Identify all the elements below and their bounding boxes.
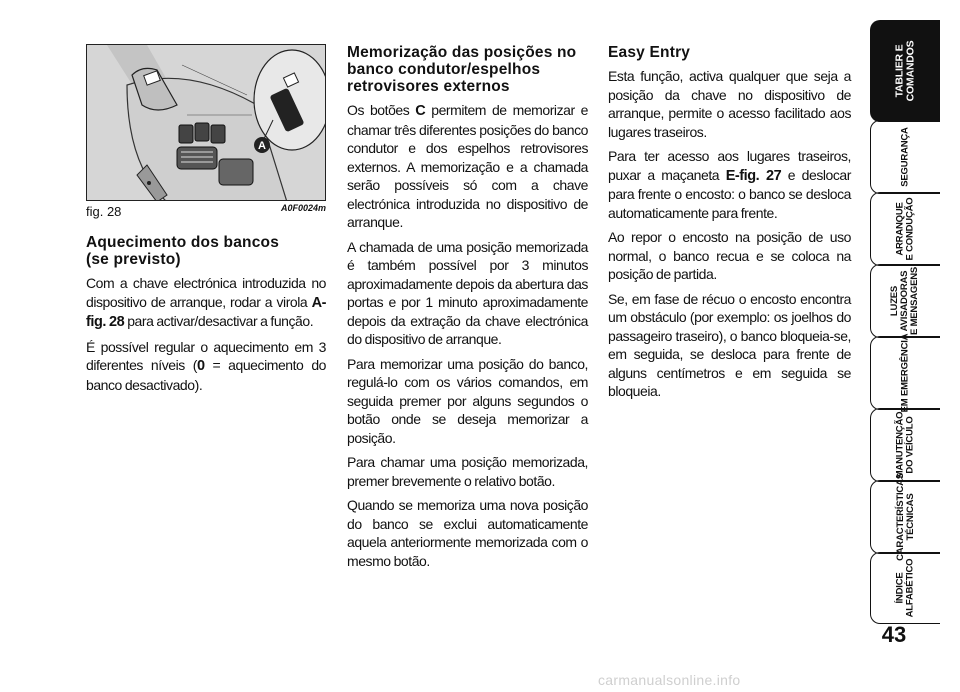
figure-28-image [86,44,326,201]
page-number: 43 [881,622,907,647]
column-middle [347,44,588,576]
paragraph-easy-entry-2: Para ter acesso aos lugares traseiros, puxar a maçaneta E-fig. 27 e deslocar para frente o encosto: o banco se desloca automaticamente para frente. [608,148,851,221]
tab-indice-alfabetico[interactable]: ÍNDICE ALFABÉTICO [870,552,940,624]
paragraph-memory-5: Quando se memoriza uma nova posição do banco se exclui automaticamente aquela anteriormente memorizada com o mesmo botão. [347,497,588,569]
heading-seat-heating: Aquecimento dos bancos (se previsto) [86,234,280,268]
paragraph-easy-entry-1: Esta função, activa qualquer que seja a posição da chave no dispositivo de arranque, permite o acesso facilitado aos lugares traseiros. [608,68,851,140]
section-tabs [870,0,960,692]
door-panel-illustration [87,45,326,201]
paragraph-easy-entry-3: Ao repor o encosto na posição de uso normal, o banco recua e se coloca na posição de partida. [608,229,851,282]
figure-label: fig. 28 [86,204,122,219]
paragraph-memory-4: Para chamar uma posição memorizada, premer brevemente o relativo botão. [347,454,588,489]
paragraph-seat-heating-2: É possível regular o aquecimento em 3 diferentes níveis (0 = aquecimento do banco desactivado). [86,338,327,393]
paragraph-easy-entry-4: Se, em fase de récuo o encosto encontra um obstáculo (por exemplo: os joelhos do passageiro traseiro), o banco bloqueia-se, em seguida, se desloca para frente de alguns centímetros e em seguida se bloqueia. [608,290,851,399]
tab-luzes-avisadoras[interactable]: LUZES AVISADORAS E MENSAGENS [870,264,940,338]
paragraph-memory-1: Os botões C permitem de memorizar e chamar três diferentes posições do banco condutor e dos espelhos retrovisores externos. A memorização e a chamada serão possíveis só com a chave electrónica introduzida no dispositivo de arranque. [347,102,588,230]
heading-memory-positions: Memorização das posições no banco condutor/espelhos retrovisores externos [347,44,577,95]
paragraph-memory-3: Para memorizar uma posição do banco, regulá-lo com os vários comandos, em seguida premer por alguns segundos o botão onde se deseja memorizar a posição. [347,355,588,446]
tab-manutencao-veiculo[interactable]: MANUTENÇÃO DO VEÍCULO [870,408,940,482]
paragraph-seat-heating-1: Com a chave electrónica introduzida no dispositivo de arranque, rodar a virola A-fig. 28 para activar/desactivar a função. [86,275,326,330]
callout-a-label: A [258,140,266,152]
column-left [86,44,326,400]
tab-tablier-comandos[interactable]: TABLIER E COMANDOS [870,20,940,122]
tab-caracteristicas-tecnicas[interactable]: CARACTERÍSTICAS TÉCNICAS [870,480,940,554]
heading-easy-entry: Easy Entry [608,44,691,61]
tab-em-emergencia[interactable]: EM EMERGÊNCIA [870,336,940,410]
figure-reference: A-fig. 28 [86,294,326,330]
paragraph-memory-2: A chamada de uma posição memorizada é também possível por 3 minutos aproximadamente depois da abertura das portas e por 1 minuto aproximadamente depois da extração da chave electrónica do dispositivo de arranque. [347,238,588,347]
figure-code: A0F0024m [280,203,326,213]
figure-caption [86,202,326,220]
tab-arranque-conducao[interactable]: ARRANQUE E CONDUÇÃO [870,192,940,266]
watermark: carmanualsonline.info [598,672,741,688]
tab-seguranca[interactable]: SEGURANÇA [870,120,940,194]
column-right [608,44,851,407]
